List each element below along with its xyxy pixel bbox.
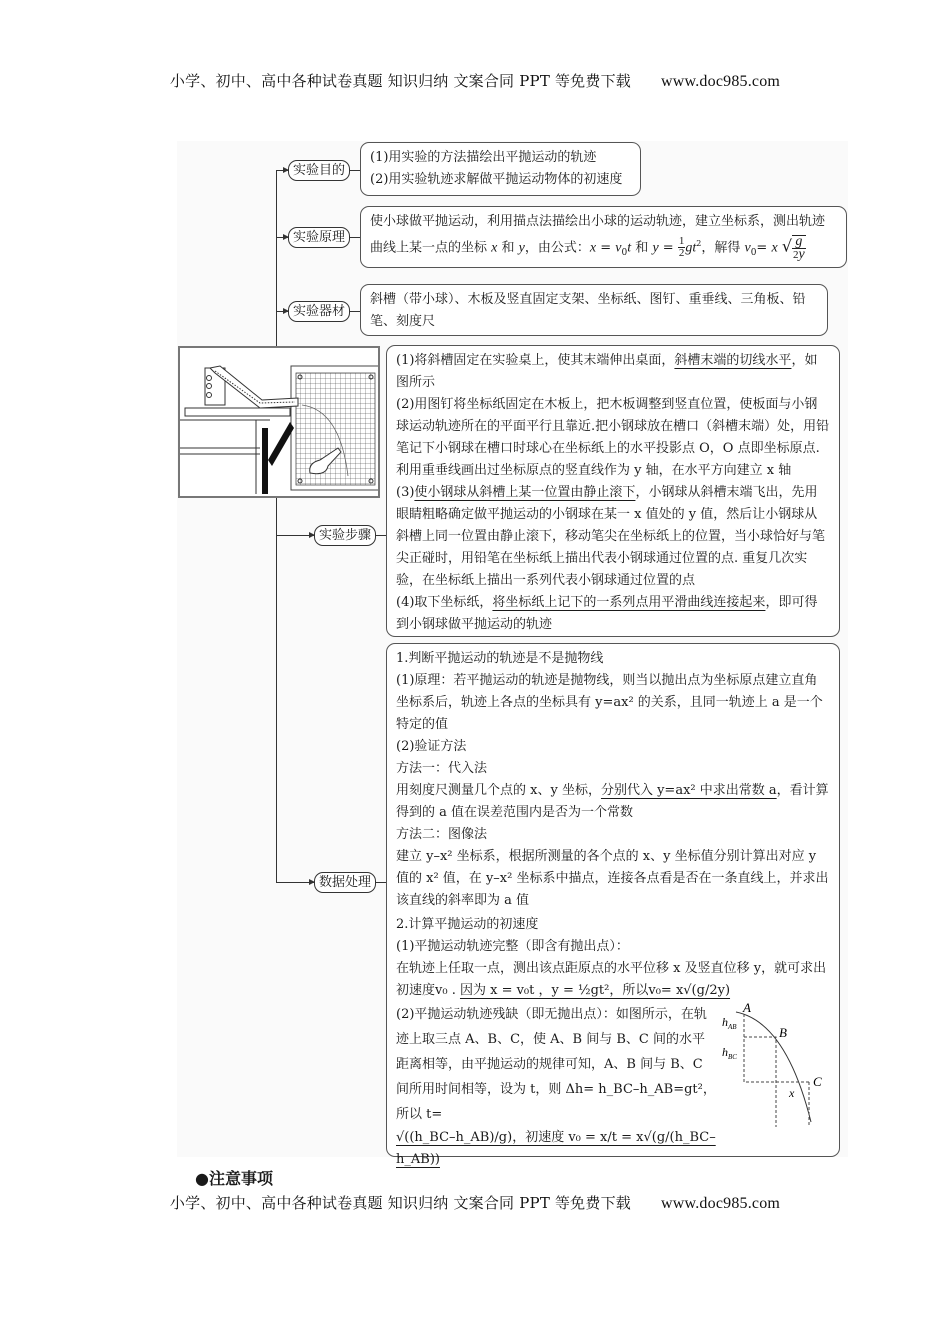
data-principle: (1)原理：若平抛运动的轨迹是抛物线，则当以抛出点为坐标原点建立直角坐标系后，轨迹上各点的坐标具有 y=ax² 的关系，且同一轨迹上 a 是一个特定的值 — [396, 673, 823, 732]
branch-arrow — [276, 535, 314, 536]
text: 在轨迹上任取一点，测出该点距原点的水平位移 x 及竖直位移 y，就可求出初速度v₀ . — [396, 961, 827, 998]
equipment-box — [360, 284, 828, 336]
footer-text: 小学、初中、高中各种试卷真题 知识归纳 文案合同 PPT 等免费下载 — [169, 1194, 631, 1212]
data-verify: (2)验证方法 — [396, 739, 467, 754]
key-point: 将坐标纸上记下的一系列点用平滑曲线连接起来 — [492, 595, 766, 610]
case-2-text-block — [396, 1002, 716, 1171]
svg-text:C: C — [813, 1074, 822, 1089]
branch-arrow — [276, 882, 314, 883]
method-1-title: 方法一：代入法 — [396, 761, 488, 776]
step-3 — [396, 482, 830, 592]
section-title-notes: ●注意事项 — [195, 1169, 273, 1188]
data-heading-2: 2.计算平抛运动的初速度 — [396, 917, 539, 932]
branch-arrow — [276, 170, 288, 171]
method-1-text — [396, 780, 830, 824]
svg-text:A: A — [743, 1002, 751, 1015]
label-equipment: 实验器材 — [288, 301, 350, 322]
trajectory-abc-icon — [716, 1002, 826, 1152]
key-point: 斜槽末端的切线水平 — [674, 353, 792, 368]
formula: 因为 x = v₀t ，y = ½gt²，所以v₀= x√(g/2y) — [459, 983, 731, 998]
connector — [376, 535, 386, 536]
case-2-row — [396, 1002, 830, 1171]
connector — [350, 170, 360, 171]
purpose-line-2: (2)用实验轨迹求解做平抛运动物体的初速度 — [370, 172, 623, 187]
fraction: $\frac{1}{2}$ — [678, 235, 685, 260]
principle-box — [360, 206, 847, 268]
text: (3) — [396, 485, 415, 500]
header-url[interactable]: www.doc985.com — [661, 73, 781, 90]
header-text: 小学、初中、高中各种试卷真题 知识归纳 文案合同 PPT 等免费下载 — [169, 72, 631, 90]
purpose-box — [360, 142, 641, 196]
case-2-text: (2)平抛运动轨迹残缺（即无抛出点）：如图所示，在轨迹上取三点 A、B、C，使 A、B 间与 B、C 间的水平距离相等，由平抛运动的规律可知，A、B 间与 B、C 间所用时间相等，设为 t，则 Δh= h_BC–h_AB=gt²，所以 t= — [396, 1007, 716, 1122]
steps-box — [386, 345, 840, 637]
mindmap-trunk — [276, 170, 277, 882]
sqrt: √ $\frac{g}{2y}$ — [781, 233, 805, 262]
method-2-text: 建立 y–x² 坐标系，根据所测量的各个点的 x、y 坐标值分别计算出对应 y 值的 x² 值，在 y–x² 坐标系中描点，连接各点看是否在一条直线上，并求出该直线的斜率即为 a 值 — [396, 849, 829, 908]
apparatus-figure — [178, 346, 380, 498]
svg-text:hAB: $h_{AB}$ — [722, 1015, 737, 1031]
case-1-text — [396, 958, 830, 1002]
step-1 — [396, 350, 830, 394]
data-heading-1: 1.判断平抛运动的轨迹是不是抛物线 — [396, 651, 604, 666]
equipment-text: 斜槽（带小球）、木板及竖直固定支架、坐标纸、图钉、重垂线、三角板、铅笔、刻度尺 — [370, 292, 806, 329]
footer-url[interactable]: www.doc985.com — [661, 1195, 781, 1212]
svg-text:x: x — [789, 1086, 795, 1100]
case-2-formula: √((h_BC–h_AB)/g)，初速度 v₀ = x/t = x√(g/(h_BC–h_AB)) — [396, 1130, 716, 1167]
branch-arrow — [276, 237, 288, 238]
page-header — [0, 70, 950, 91]
principle-line-2: 曲线上某一点的坐标 x 和 y，由公式：$x = v_0t$ 和 y = $\frac{1}{2}$ $gt^2$，解得 $v_0= x$ √ $\frac{g}{2y}$ — [370, 233, 805, 262]
text: (1)将斜槽固定在实验桌上，使其末端伸出桌面， — [396, 353, 675, 368]
text: ，如图所示 — [396, 353, 818, 390]
principle-line-1: 使小球做平抛运动，利用描点法描绘出小球的运动轨迹，建立坐标系，测出轨迹 — [370, 214, 826, 229]
connector — [350, 237, 360, 238]
data-box — [386, 643, 840, 1167]
text: 用刻度尺测量几个点的 x、y 坐标， — [396, 783, 601, 798]
step-4 — [396, 592, 830, 636]
key-point: 使小钢球从斜槽上某一位置由静止滚下 — [414, 485, 636, 500]
key-point: 分别代入 y=ax² 中求出常数 a — [600, 783, 777, 798]
text: ，解得 — [701, 240, 741, 256]
text: 和 — [635, 240, 649, 256]
label-data: 数据处理 — [314, 872, 376, 893]
svg-text:B: B — [779, 1025, 787, 1040]
text: 曲线上某一点的坐标 — [370, 240, 488, 256]
abc-diagram — [716, 1002, 826, 1152]
branch-arrow — [276, 311, 288, 312]
text: ，即可得到小钢球做平抛运动的轨迹 — [396, 595, 818, 632]
label-steps: 实验步骤 — [314, 525, 376, 546]
step-2: (2)用图钉将坐标纸固定在木板上，把木板调整到竖直位置，使板面与小钢球运动轨迹所在的平面平行且靠近.把小钢球放在槽口（斜槽末端）处，用铅笔记下小钢球在槽口时球心在坐标纸上的水平投影点 O，O 点即坐标原点. 利用重垂线画出过坐标原点的竖直线作为 y 轴，在水平方向建立 x 轴 — [396, 397, 830, 478]
text: ，看计算得到的 a 值在误差范围内是否为一个常数 — [396, 783, 829, 820]
method-2-title: 方法二：图像法 — [396, 827, 488, 842]
svg-text:hBC: $h_{BC}$ — [722, 1045, 737, 1061]
page-footer — [0, 1192, 950, 1213]
connector — [350, 311, 360, 312]
text: ，小钢球从斜槽末端飞出，先用眼睛粗略确定做平抛运动的小钢球在某一 x 值处的 y 值，然后让小钢球从斜槽上同一位置由静止滚下，移动笔尖在坐标纸上的位置，当小球恰好与笔尖正碰时，用铅笔在坐标纸上描出代表小钢球通过位置的点. 重复几次实验，在坐标纸上描出一系列代表小钢球通过位置的点 — [396, 485, 826, 588]
label-purpose: 实验目的 — [288, 160, 350, 181]
text: (4)取下坐标纸， — [396, 595, 493, 610]
text: 和 — [501, 240, 515, 256]
label-principle: 实验原理 — [288, 227, 350, 248]
text: ，由公式： — [524, 240, 590, 256]
purpose-line-1: (1)用实验的方法描绘出平抛运动的轨迹 — [370, 150, 597, 165]
apparatus-illustration-icon — [180, 348, 378, 496]
case-1-title: (1)平抛运动轨迹完整（即含有抛出点）： — [396, 939, 629, 954]
connector — [376, 882, 386, 883]
